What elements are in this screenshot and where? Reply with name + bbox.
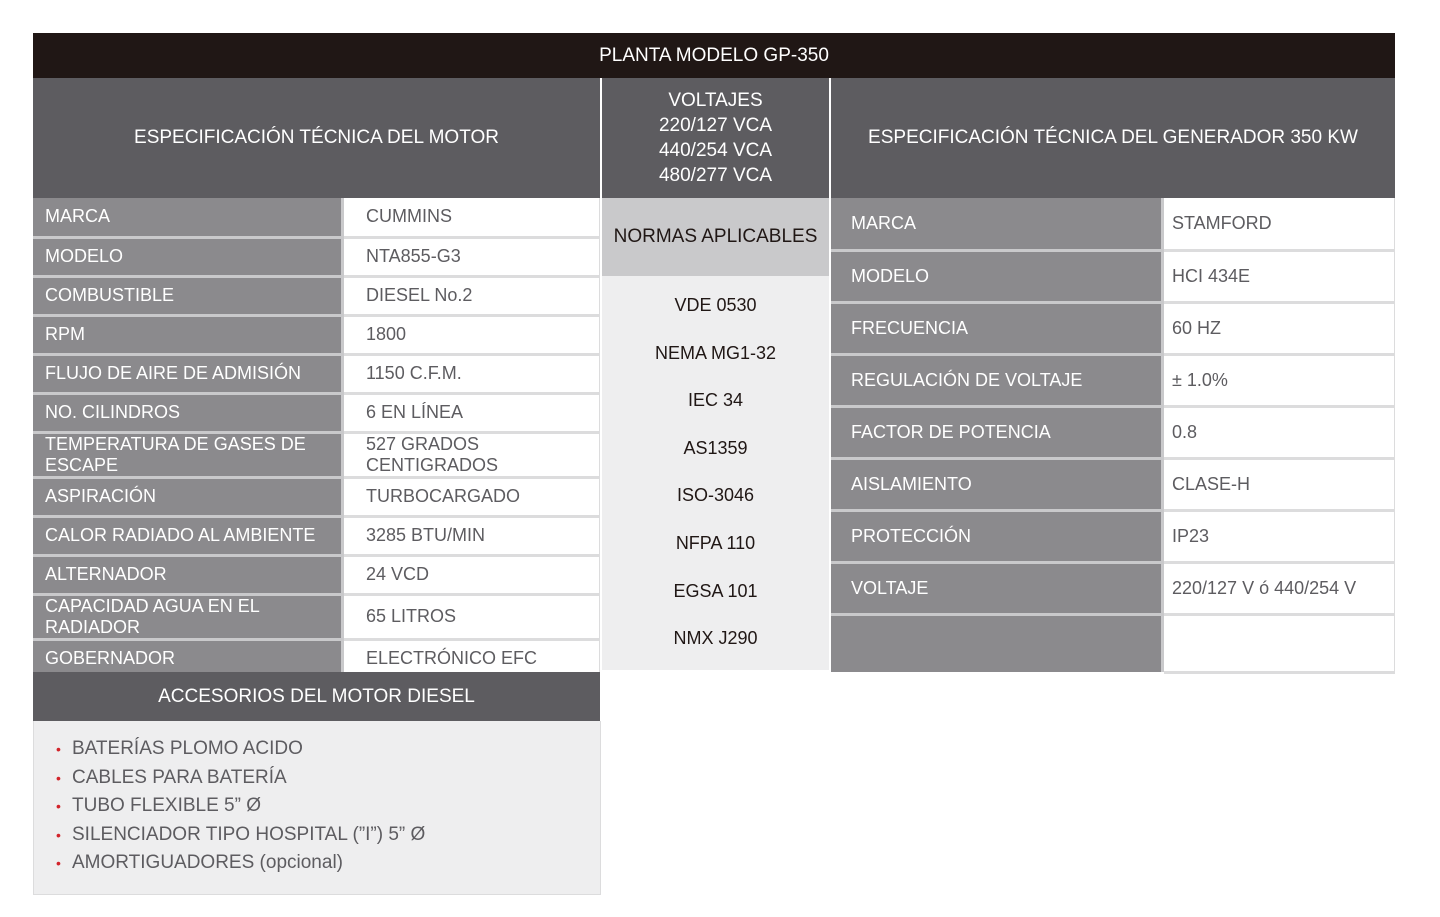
spec-label: REGULACIÓN DE VOLTAJE	[831, 354, 1161, 406]
table-row	[33, 477, 600, 516]
list-item: NEMA MG1-32	[654, 342, 777, 363]
spec-value: NTA855-G3	[344, 237, 600, 276]
list-item: VDE 0530	[674, 295, 757, 315]
spec-label: VOLTAJE	[831, 562, 1161, 614]
table-row	[33, 516, 600, 555]
accessories-panel	[33, 721, 601, 895]
voltage-line: 440/254 VCA	[658, 140, 773, 161]
normas-header: NORMAS APLICABLES	[602, 198, 829, 276]
spec-label: MARCA	[831, 198, 1161, 250]
spec-label: COMBUSTIBLE	[33, 276, 341, 315]
list-item	[56, 792, 600, 821]
voltages-title: VOLTAJES	[668, 90, 763, 111]
table-row	[33, 393, 600, 432]
table-row	[33, 276, 600, 315]
spec-label: CAPACIDAD AGUA EN EL RADIADOR	[33, 594, 341, 639]
list-item: NMX J290	[673, 628, 758, 649]
table-row	[33, 354, 600, 393]
table-row	[33, 555, 600, 594]
spec-value: HCI 434E	[1164, 250, 1395, 302]
spec-value: CLASE-H	[1164, 458, 1395, 510]
spec-label: ALTERNADOR	[33, 555, 341, 594]
spec-value: 1800	[344, 315, 600, 354]
list-item	[56, 764, 600, 793]
spec-label: TEMPERATURA DE GASES DE ESCAPE	[33, 432, 341, 477]
bullet-icon: •	[56, 826, 61, 843]
accessories-header: ACCESORIOS DEL MOTOR DIESEL	[33, 672, 600, 721]
table-row	[831, 406, 1395, 458]
table-row	[831, 510, 1395, 562]
accessories-list	[34, 721, 600, 878]
table-row	[831, 198, 1395, 250]
voltage-line: 480/277 VCA	[658, 165, 773, 186]
spec-label: ASPIRACIÓN	[33, 477, 341, 516]
spec-label: MODELO	[33, 237, 341, 276]
list-item: ISO-3046	[676, 485, 755, 506]
spec-value: TURBOCARGADO	[344, 477, 600, 516]
voltage-line: 220/127 VCA	[658, 115, 773, 136]
normas-list	[602, 276, 829, 674]
spec-value: 1150 C.F.M.	[344, 354, 600, 393]
spec-value: 24 VCD	[344, 555, 600, 594]
list-item-label: TUBO FLEXIBLE 5” Ø	[72, 795, 261, 817]
table-row	[831, 458, 1395, 510]
list-item-label: CABLES PARA BATERÍA	[72, 766, 287, 788]
list-item	[56, 821, 600, 850]
spec-value: 6 EN LÍNEA	[344, 393, 600, 432]
spec-label: PROTECCIÓN	[831, 510, 1161, 562]
spec-value: 3285 BTU/MIN	[344, 516, 600, 555]
table-row	[831, 302, 1395, 354]
spec-label: MARCA	[33, 198, 341, 237]
spec-value: CUMMINS	[344, 198, 600, 237]
spec-value: 60 HZ	[1164, 302, 1395, 354]
spec-label: FLUJO DE AIRE DE ADMISIÓN	[33, 354, 341, 393]
table-row	[33, 315, 600, 354]
spec-label-empty	[831, 614, 1161, 672]
spec-value: 0.8	[1164, 406, 1395, 458]
spec-label: AISLAMIENTO	[831, 458, 1161, 510]
spec-value: IP23	[1164, 510, 1395, 562]
list-item: AS1359	[683, 437, 748, 458]
spec-label: NO. CILINDROS	[33, 393, 341, 432]
table-row	[831, 354, 1395, 406]
spec-label: CALOR RADIADO AL AMBIENTE	[33, 516, 341, 555]
table-row	[33, 198, 600, 237]
list-item-label: AMORTIGUADORES (opcional)	[72, 852, 343, 874]
table-row	[33, 594, 600, 639]
list-item: IEC 34	[687, 390, 744, 411]
spec-value: STAMFORD	[1164, 198, 1395, 250]
list-item: NFPA 110	[675, 532, 756, 553]
spec-value: 65 LITROS	[344, 594, 600, 639]
normas-list-panel	[602, 276, 829, 670]
bullet-icon: •	[56, 741, 61, 757]
spec-value: 527 GRADOS CENTIGRADOS	[344, 432, 600, 477]
motor-spec-table	[33, 198, 600, 680]
list-item	[56, 735, 600, 764]
spec-value-empty	[1164, 614, 1395, 672]
spec-value: 220/127 V ó 440/254 V	[1164, 562, 1395, 614]
motor-spec-header: ESPECIFICACIÓN TÉCNICA DEL MOTOR	[33, 78, 600, 198]
generator-spec-table	[831, 198, 1395, 674]
list-item-label: SILENCIADOR TIPO HOSPITAL (”I”) 5” Ø	[72, 823, 426, 845]
table-row	[33, 237, 600, 276]
spec-label: RPM	[33, 315, 341, 354]
table-row-empty	[831, 614, 1395, 672]
table-row	[33, 432, 600, 477]
spec-label: MODELO	[831, 250, 1161, 302]
bullet-icon: •	[56, 855, 61, 872]
table-row	[831, 250, 1395, 302]
bullet-icon: •	[56, 769, 61, 786]
bullet-icon: •	[56, 798, 61, 815]
spec-value: ± 1.0%	[1164, 354, 1395, 406]
list-item-label: BATERÍAS PLOMO ACIDO	[72, 738, 303, 759]
spec-label: GOBERNADOR	[33, 639, 341, 678]
spec-label: FRECUENCIA	[831, 302, 1161, 354]
generator-spec-header: ESPECIFICACIÓN TÉCNICA DEL GENERADOR 350 KW	[831, 78, 1395, 198]
voltages-header	[602, 78, 829, 198]
list-item: EGSA 101	[673, 580, 758, 601]
page-title: PLANTA MODELO GP-350	[33, 33, 1395, 78]
table-row	[831, 562, 1395, 614]
spec-value: ELECTRÓNICO EFC	[344, 639, 600, 678]
spec-value: DIESEL No.2	[344, 276, 600, 315]
spec-label: FACTOR DE POTENCIA	[831, 406, 1161, 458]
list-item	[56, 849, 600, 878]
